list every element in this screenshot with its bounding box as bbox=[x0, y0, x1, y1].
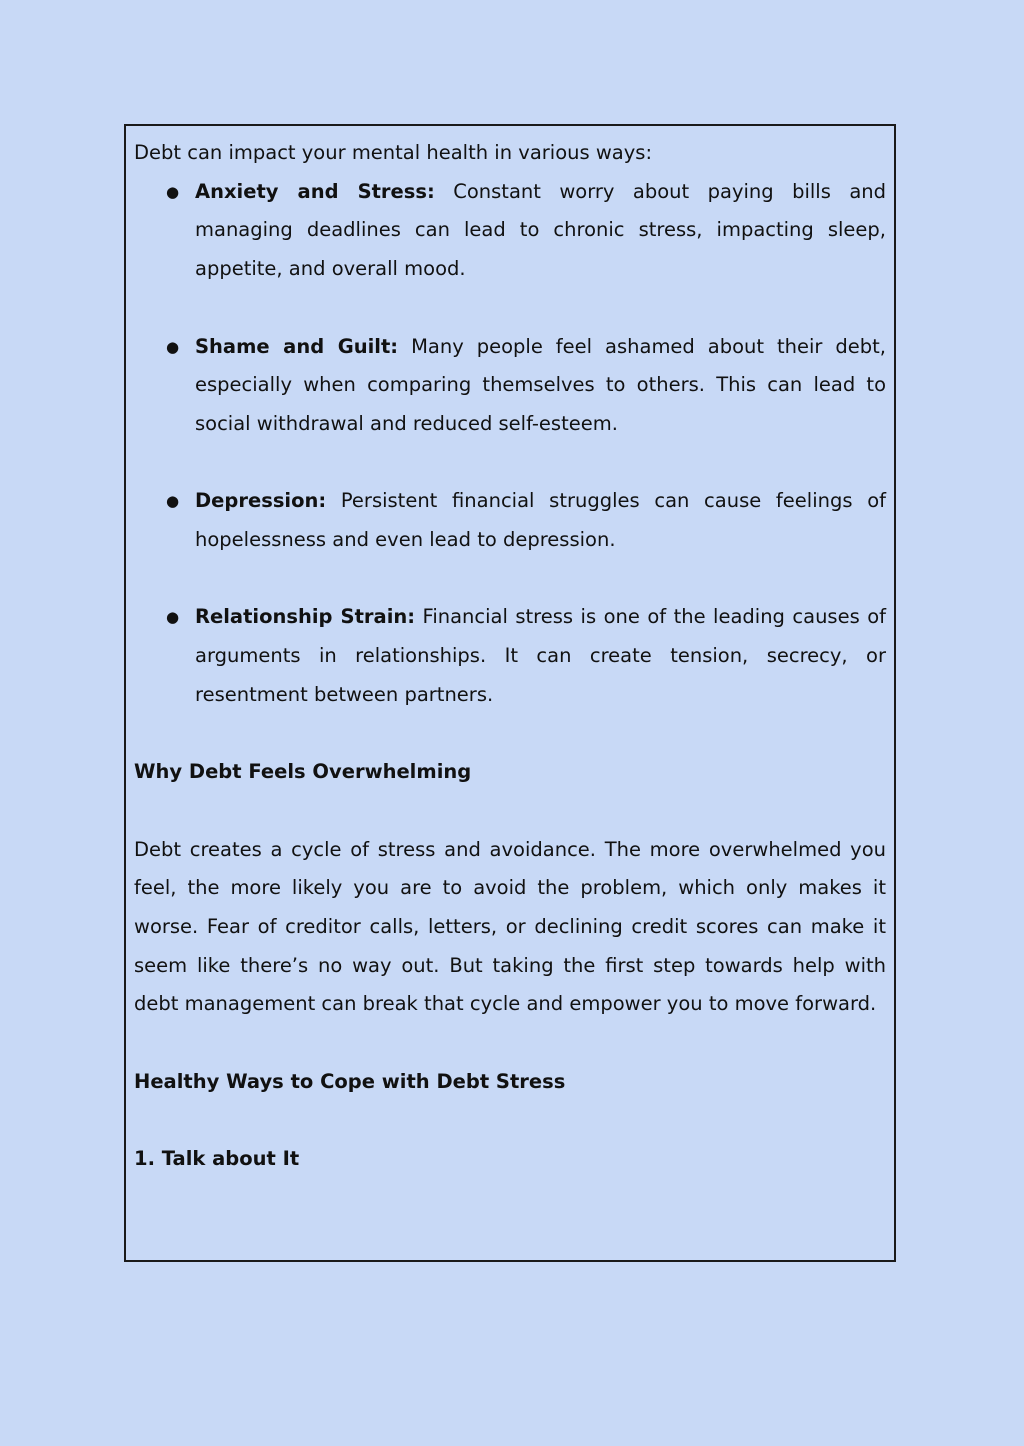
list-item bbox=[134, 482, 886, 559]
section-heading-coping: Healthy Ways to Cope with Debt Stress bbox=[134, 1069, 566, 1093]
list-item bbox=[134, 598, 886, 714]
spacer bbox=[134, 1101, 886, 1140]
list-item-title: Depression: bbox=[195, 489, 327, 513]
bullet-icon: ● bbox=[166, 182, 180, 201]
list-item-title: Relationship Strain: bbox=[195, 605, 416, 629]
subheading-talk-about-it: 1. Talk about It bbox=[134, 1147, 300, 1171]
intro-text: Debt can impact your mental health in various ways: bbox=[134, 141, 653, 164]
list-item bbox=[134, 173, 886, 289]
spacer bbox=[134, 1024, 886, 1063]
list-item-text: Constant worry about paying bills and managing deadlines can lead to chronic stress, impacting sleep, appetite, and overall mood. bbox=[195, 179, 887, 281]
bullet-icon: ● bbox=[166, 608, 180, 627]
list-item-text: Many people feel ashamed about their debt, especially when comparing themselves to others. This can lead to social withdrawal and reduced self-esteem. bbox=[195, 334, 886, 435]
section-heading-overwhelming: Why Debt Feels Overwhelming bbox=[134, 760, 472, 784]
list-item bbox=[134, 328, 886, 444]
list-item-text: Financial stress is one of the leading causes of arguments in relationships. It can create tension, secrecy, or resentment between partners. bbox=[195, 605, 886, 706]
section-paragraph-overwhelming: Debt creates a cycle of stress and avoidance. The more overwhelmed you feel, the more likely you are to avoid the problem, which only makes it worse. Fear of creditor calls, letters, or declining credit scores can make it seem like there’s no way out. But taking the first step towards help with debt management can break that cycle and empower you to move forward. bbox=[134, 837, 886, 1016]
bullet-icon: ● bbox=[166, 337, 180, 356]
bullet-icon: ● bbox=[166, 492, 180, 511]
list-item-title: Anxiety and Stress: bbox=[195, 179, 435, 203]
impact-list bbox=[134, 173, 886, 715]
list-item-title: Shame and Guilt: bbox=[195, 334, 399, 358]
document-frame bbox=[124, 124, 896, 1262]
list-item-text: Persistent financial struggles can cause feelings of hopelessness and even lead to depression. bbox=[195, 489, 886, 551]
spacer bbox=[134, 792, 886, 831]
